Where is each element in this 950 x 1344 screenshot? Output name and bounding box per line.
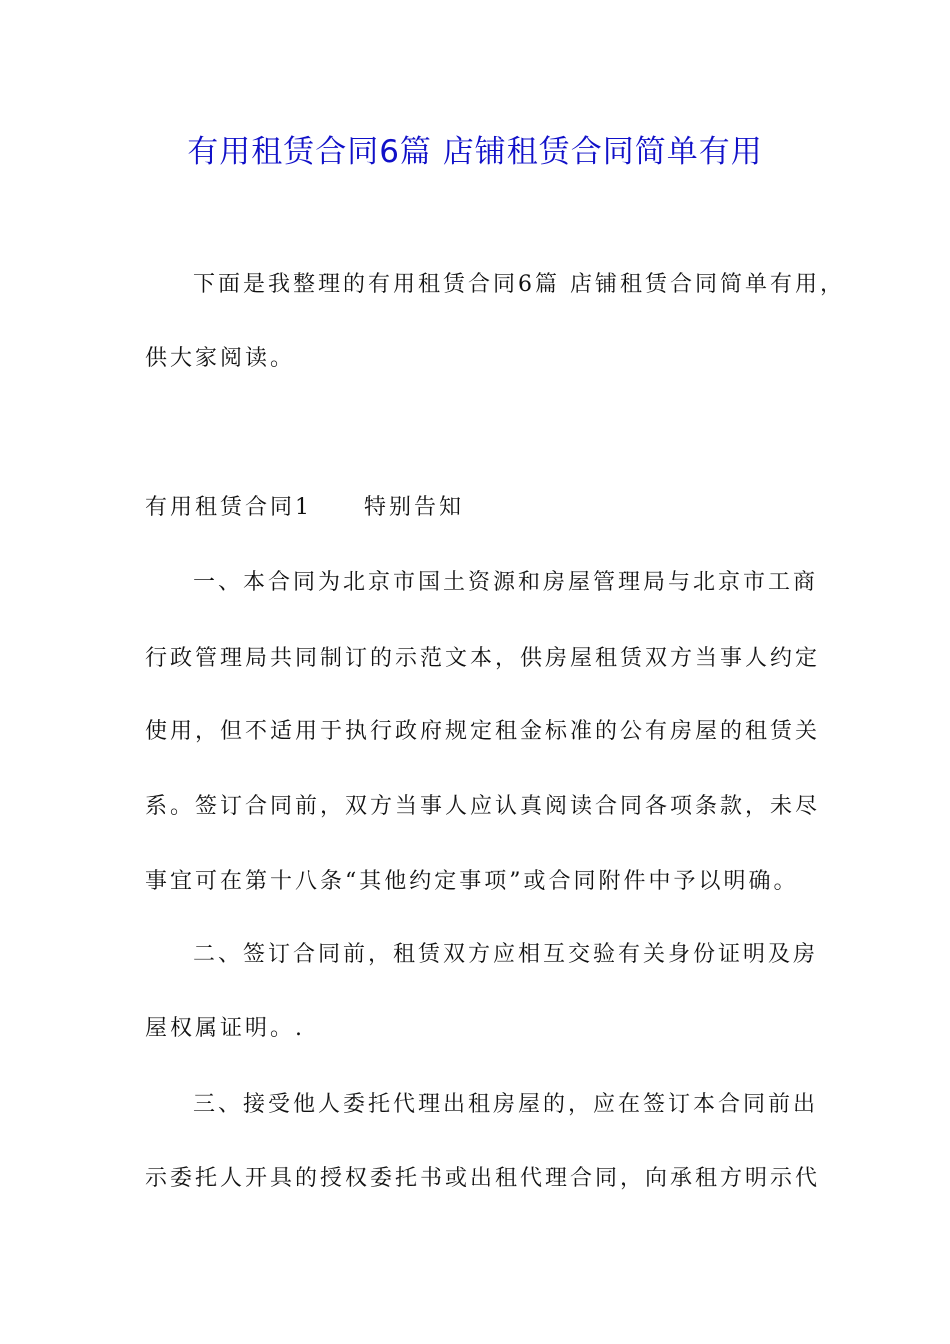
intro-line-1: 下面是我整理的有用租赁合同6篇 店铺租赁合同简单有用，: [193, 272, 845, 297]
section-heading-label: 有用租赁合同1: [145, 495, 312, 520]
intro-line-2: 供大家阅读。: [145, 346, 296, 371]
paragraph-1-line-4: 系。签订合同前，双方当事人应认真阅读合同各项条款，未尽: [145, 794, 821, 819]
section-heading-subtitle: 特别告知: [364, 495, 465, 520]
paragraph-1-line-2: 行政管理局共同制订的示范文本，供房屋租赁双方当事人约定: [145, 646, 821, 671]
paragraph-1-line-3: 使用，但不适用于执行政府规定租金标准的公有房屋的租赁关: [145, 719, 821, 744]
paragraph-1-line-1: 一、本合同为北京市国土资源和房屋管理局与北京市工商: [193, 570, 819, 595]
paragraph-1-line-5: 事宜可在第十八条“其他约定事项”或合同附件中予以明确。: [145, 869, 799, 894]
paragraph-2-line-2: 屋权属证明。.: [145, 1016, 305, 1041]
document-title: 有用租赁合同6篇 店铺租赁合同简单有用: [187, 134, 763, 170]
section-heading: [145, 490, 825, 526]
paragraph-2-line-1: 二、签订合同前，租赁双方应相互交验有关身份证明及房: [193, 942, 819, 967]
paragraph-3-line-2: 示委托人开具的授权委托书或出租代理合同，向承租方明示代: [145, 1166, 821, 1191]
paragraph-3-line-1: 三、接受他人委托代理出租房屋的，应在签订本合同前出: [193, 1092, 819, 1117]
